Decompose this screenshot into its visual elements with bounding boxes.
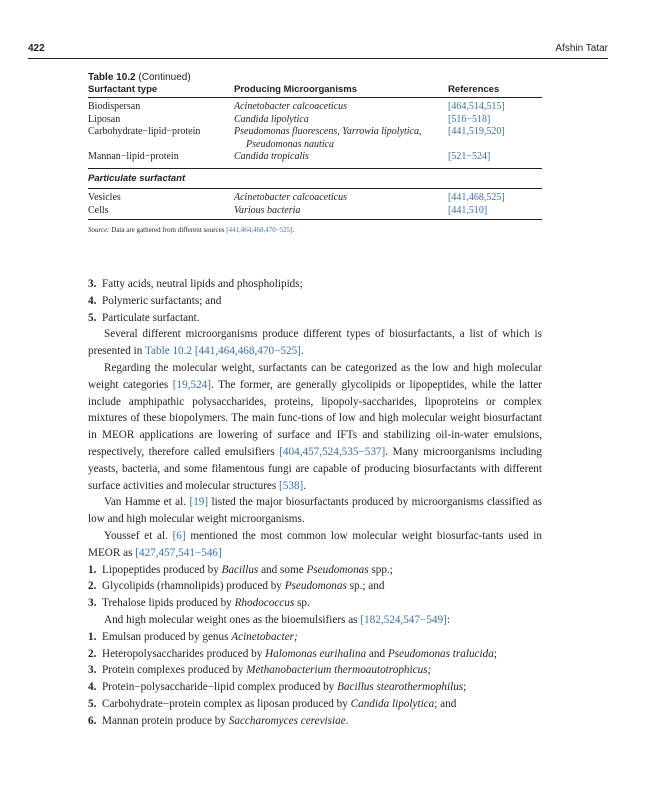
cell-references[interactable]: [441,519,520]	[448, 126, 505, 137]
list-number: 5.	[88, 697, 97, 710]
list-number: 4.	[88, 294, 97, 307]
list-item	[88, 662, 542, 679]
text: .	[300, 345, 304, 358]
list-text	[102, 662, 542, 679]
cell-references[interactable]: [516−518]	[448, 113, 491, 125]
cell-type: Carbohydrate−lipid−protein	[88, 126, 201, 137]
column-header: Producing Microorganisms	[234, 83, 448, 98]
header-rule	[28, 58, 608, 59]
table-caption-note: (Continued)	[138, 72, 191, 83]
list-number: 5.	[88, 311, 97, 324]
list-text	[102, 696, 542, 713]
list-item	[88, 713, 542, 730]
table-caption	[88, 72, 542, 83]
list-item	[88, 646, 542, 663]
cell-organism	[234, 126, 448, 151]
organism-line: Pseudomonas fluorescens, Yarrowia lipolytica,	[234, 126, 422, 137]
text: ;	[463, 681, 467, 694]
data-table	[88, 83, 542, 220]
list-item	[88, 276, 542, 293]
text: :	[446, 613, 450, 626]
page-number: 422	[28, 43, 45, 54]
source-text: Data are gathered from different sources	[109, 226, 227, 234]
list-item	[88, 629, 542, 646]
list-number: 3.	[88, 664, 97, 677]
cell-organism: Various bacteria	[234, 205, 448, 220]
source-end: .	[292, 226, 295, 234]
species-name: Halomonas eurihalina	[265, 647, 367, 660]
cell-organism: Acinetobacter calcoaceticus	[234, 101, 348, 112]
species-name: Methanobacterium thermoautotrophicus;	[246, 664, 432, 677]
citation-link[interactable]: [538]	[279, 479, 304, 492]
text: Carbohydrate−protein complex as liposan produced by	[102, 697, 351, 710]
species-name: Rhodococcus	[234, 597, 295, 610]
text: . The former, are generally glycolipids or lipopeptides, while the latter include amphipathic polysaccharides, proteins, lipopoly-saccharides, lipoproteins or complex mixtures of these biopolymers. The main func-tions of low and high molecular weight biosurfactant in MEOR applications are lowering of surface and IFTs and stabilizing oil-in-water emulsions, respectively, therefore called emulsifiers	[88, 378, 542, 458]
list-number: 2.	[88, 580, 97, 593]
table-row	[88, 114, 542, 127]
text: Youssef et al.	[104, 529, 173, 542]
cell-references[interactable]: [464,514,515]	[448, 101, 505, 112]
citation-link[interactable]: [19]	[189, 496, 209, 509]
cell-references[interactable]: [521−524]	[448, 151, 491, 162]
table-header-row	[88, 83, 542, 98]
species-name: Pseudomonas	[284, 580, 347, 593]
list-text: Polymeric surfactants; and	[102, 294, 222, 307]
running-head: Afshin Tatar	[555, 43, 608, 54]
list-number: 3.	[88, 278, 97, 290]
table-row	[88, 189, 542, 205]
species-name: Pseudomonas	[306, 563, 369, 576]
list-number: 1.	[88, 630, 97, 643]
list-item	[88, 562, 542, 579]
cell-organism: Candida tropicalis	[234, 151, 309, 162]
list-text	[102, 713, 542, 730]
cell-type: Vesicles	[88, 192, 121, 203]
citation-link[interactable]: [404,457,524,535−537]	[279, 445, 386, 458]
cell-type: Biodispersan	[88, 101, 141, 112]
text: Van Hamme et al.	[104, 496, 190, 509]
list-item	[88, 578, 542, 595]
text: and	[366, 647, 388, 660]
text: sp.; and	[346, 580, 385, 593]
list-number: 6.	[88, 714, 97, 727]
text: Regarding the molecular weight, surfactants can be categorized as the low and high molecular weight categories	[88, 361, 542, 391]
source-refs[interactable]: [441,464,468,470−525]	[226, 226, 293, 234]
cell-type: Cells	[88, 205, 234, 220]
list-text: Particulate surfactant.	[102, 311, 200, 324]
text: .	[345, 714, 349, 727]
body-text	[88, 276, 542, 730]
paragraph	[88, 612, 542, 629]
page-header	[28, 43, 608, 57]
cell-organism: Candida lipolytica	[234, 113, 309, 125]
species-name: Saccharomyces cerevisiae	[228, 714, 346, 727]
species-name: Pseudomonas tralucida	[387, 647, 494, 660]
list-item	[88, 679, 542, 696]
text: Protein complexes produced by	[102, 664, 247, 677]
species-name: Bacillus stearothermophilus	[337, 681, 464, 694]
cell-references[interactable]: [441,468,525]	[448, 192, 505, 203]
text: Lipopeptides produced by	[102, 563, 222, 576]
text: spp.;	[368, 563, 393, 576]
text: Trehalose lipids produced by	[102, 597, 235, 610]
text: mentioned the most common low molecular weight biosurfac-tants used in MEOR as	[88, 529, 542, 559]
text: Several different microorganisms produce different types of biosurfactants, a list of which is presented in	[88, 328, 542, 358]
list-number: 1.	[88, 563, 97, 576]
text: And high molecular weight ones as the bioemulsifiers as	[104, 613, 361, 626]
text: and some	[258, 563, 307, 576]
list-item	[88, 696, 542, 713]
table-row	[88, 205, 542, 220]
list-item	[88, 310, 542, 327]
table-row	[88, 151, 542, 168]
text: sp.	[294, 597, 310, 610]
citation-link[interactable]: [182,524,547−549]	[360, 613, 447, 626]
source-label: Source:	[88, 226, 110, 234]
table-caption-label: Table 10.2	[88, 72, 136, 83]
paragraph	[88, 326, 542, 360]
section-label: Particulate surfactant	[88, 168, 542, 189]
species-name: Bacillus	[221, 563, 259, 576]
table-10-2	[88, 72, 542, 234]
table-source-note	[88, 226, 542, 234]
list-text	[102, 646, 542, 663]
text: listed the major biosurfactants produced by microorganisms classified as low and high molecular weight microorganisms.	[88, 496, 542, 526]
list-text	[102, 595, 542, 612]
text: Heteropolysaccharides produced by	[102, 647, 266, 660]
organism-line: Pseudomonas nautica	[246, 138, 335, 150]
list-number: 4.	[88, 681, 97, 694]
paragraph	[88, 360, 542, 494]
text: Mannan protein produce by	[102, 714, 229, 727]
column-header: Surfactant type	[88, 83, 234, 98]
list-number: 2.	[88, 647, 97, 660]
table-row	[88, 126, 542, 151]
paragraph	[88, 494, 542, 528]
table-row	[88, 98, 542, 114]
list-text	[102, 679, 542, 696]
list-text	[102, 578, 542, 595]
paragraph	[88, 528, 542, 562]
list-item	[88, 293, 542, 310]
cross-reference-link[interactable]: Table 10.2 [441,464,468,470−525]	[144, 345, 301, 358]
list-item	[88, 595, 542, 612]
species-name: Acinetobacter;	[231, 630, 298, 643]
section-row	[88, 168, 542, 189]
text: Protein−polysaccharide−lipid complex produced by	[102, 681, 338, 694]
text: .	[303, 479, 307, 492]
cell-references[interactable]: [441,510]	[448, 205, 542, 220]
list-text	[102, 562, 542, 579]
cell-organism: Acinetobacter calcoaceticus	[234, 192, 348, 203]
text: . Many microorganisms including yeasts, bacteria, and some filamentous fungi are capable of producing biosurfactants with different surface activities and molecular structures	[88, 445, 542, 492]
citation-link[interactable]: [6]	[172, 529, 186, 542]
species-name: Candida lipolytica	[350, 697, 435, 710]
list-number: 3.	[88, 597, 97, 610]
column-header: References	[448, 83, 542, 98]
text: ; and	[434, 697, 457, 710]
cell-type: Liposan	[88, 113, 121, 125]
cell-type: Mannan−lipid−protein	[88, 151, 179, 162]
text: Glycolipids (rhamnolipids) produced by	[102, 580, 285, 593]
text: Emulsan produced by genus	[102, 630, 232, 643]
list-text	[102, 629, 542, 646]
citation-link[interactable]: [19,524]	[172, 378, 211, 391]
list-text: Fatty acids, neutral lipids and phospholipids;	[102, 278, 303, 290]
citation-link[interactable]: [427,457,541−546]	[135, 546, 222, 559]
text: ;	[493, 647, 497, 660]
